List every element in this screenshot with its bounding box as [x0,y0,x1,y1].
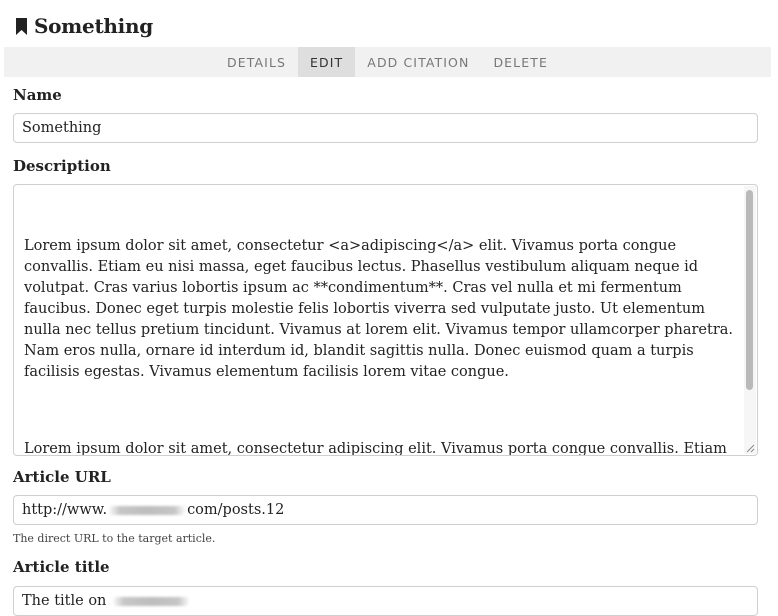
article-title-prefix: The title on [22,593,107,609]
name-label: Name [13,86,62,104]
description-text [24,194,736,456]
article-title-label: Article title [13,558,110,576]
description-label: Description [13,157,111,175]
tab-add-citation[interactable]: ADD CITATION [367,54,470,70]
bookmark-icon [15,18,28,35]
name-input-value: Something [22,120,102,136]
article-url-prefix: http://www. [22,502,108,518]
redacted-text [112,597,190,606]
page-header [15,14,153,38]
tab-edit[interactable]: EDIT [298,47,355,77]
page-title: Something [34,14,153,38]
scrollbar-thumb[interactable] [746,190,753,390]
tab-bar [4,47,771,77]
textarea-scrollbar[interactable] [744,186,756,454]
description-paragraph: Lorem ipsum dolor sit amet, consectetur adipiscing elit. Vivamus porta congue convallis. Etiam [24,441,727,456]
article-url-help: The direct URL to the target article. [13,532,216,545]
tab-delete[interactable]: DELETE [493,54,548,70]
resize-grip-icon[interactable] [746,444,755,453]
description-paragraph: Lorem ipsum dolor sit amet, consectetur <a>adipiscing</a> elit. Vivamus porta congue convallis. Etiam eu nisi massa, eget faucibus lectus. Phasellus vestibulum aliquam neque id volutpat. Cras varius lobortis ipsum ac **condimentum**. Cras vel nulla et mi fermentum faucibus. Donec eget turpis molestie felis lobortis viverra sed vulputate justo. Ut elementum nulla nec tellus pretium tincidunt. Vivamus at lorem elit. Vivamus tempor ullamcorper pharetra. Nam eros nulla, ornare id interdum id, blandit sagittis nulla. Donec euismod quam a turpis facilisis egestas. Vivamus elementum facilisis lorem vitae congue. [24,238,738,380]
article-url-suffix: com/posts.12 [187,502,285,518]
article-title-input[interactable] [13,586,758,616]
article-url-label: Article URL [13,468,111,486]
tab-details[interactable]: DETAILS [227,54,287,70]
redacted-text [108,506,186,515]
description-textarea[interactable] [13,184,758,456]
name-input[interactable] [13,113,758,143]
article-url-input[interactable] [13,495,758,525]
